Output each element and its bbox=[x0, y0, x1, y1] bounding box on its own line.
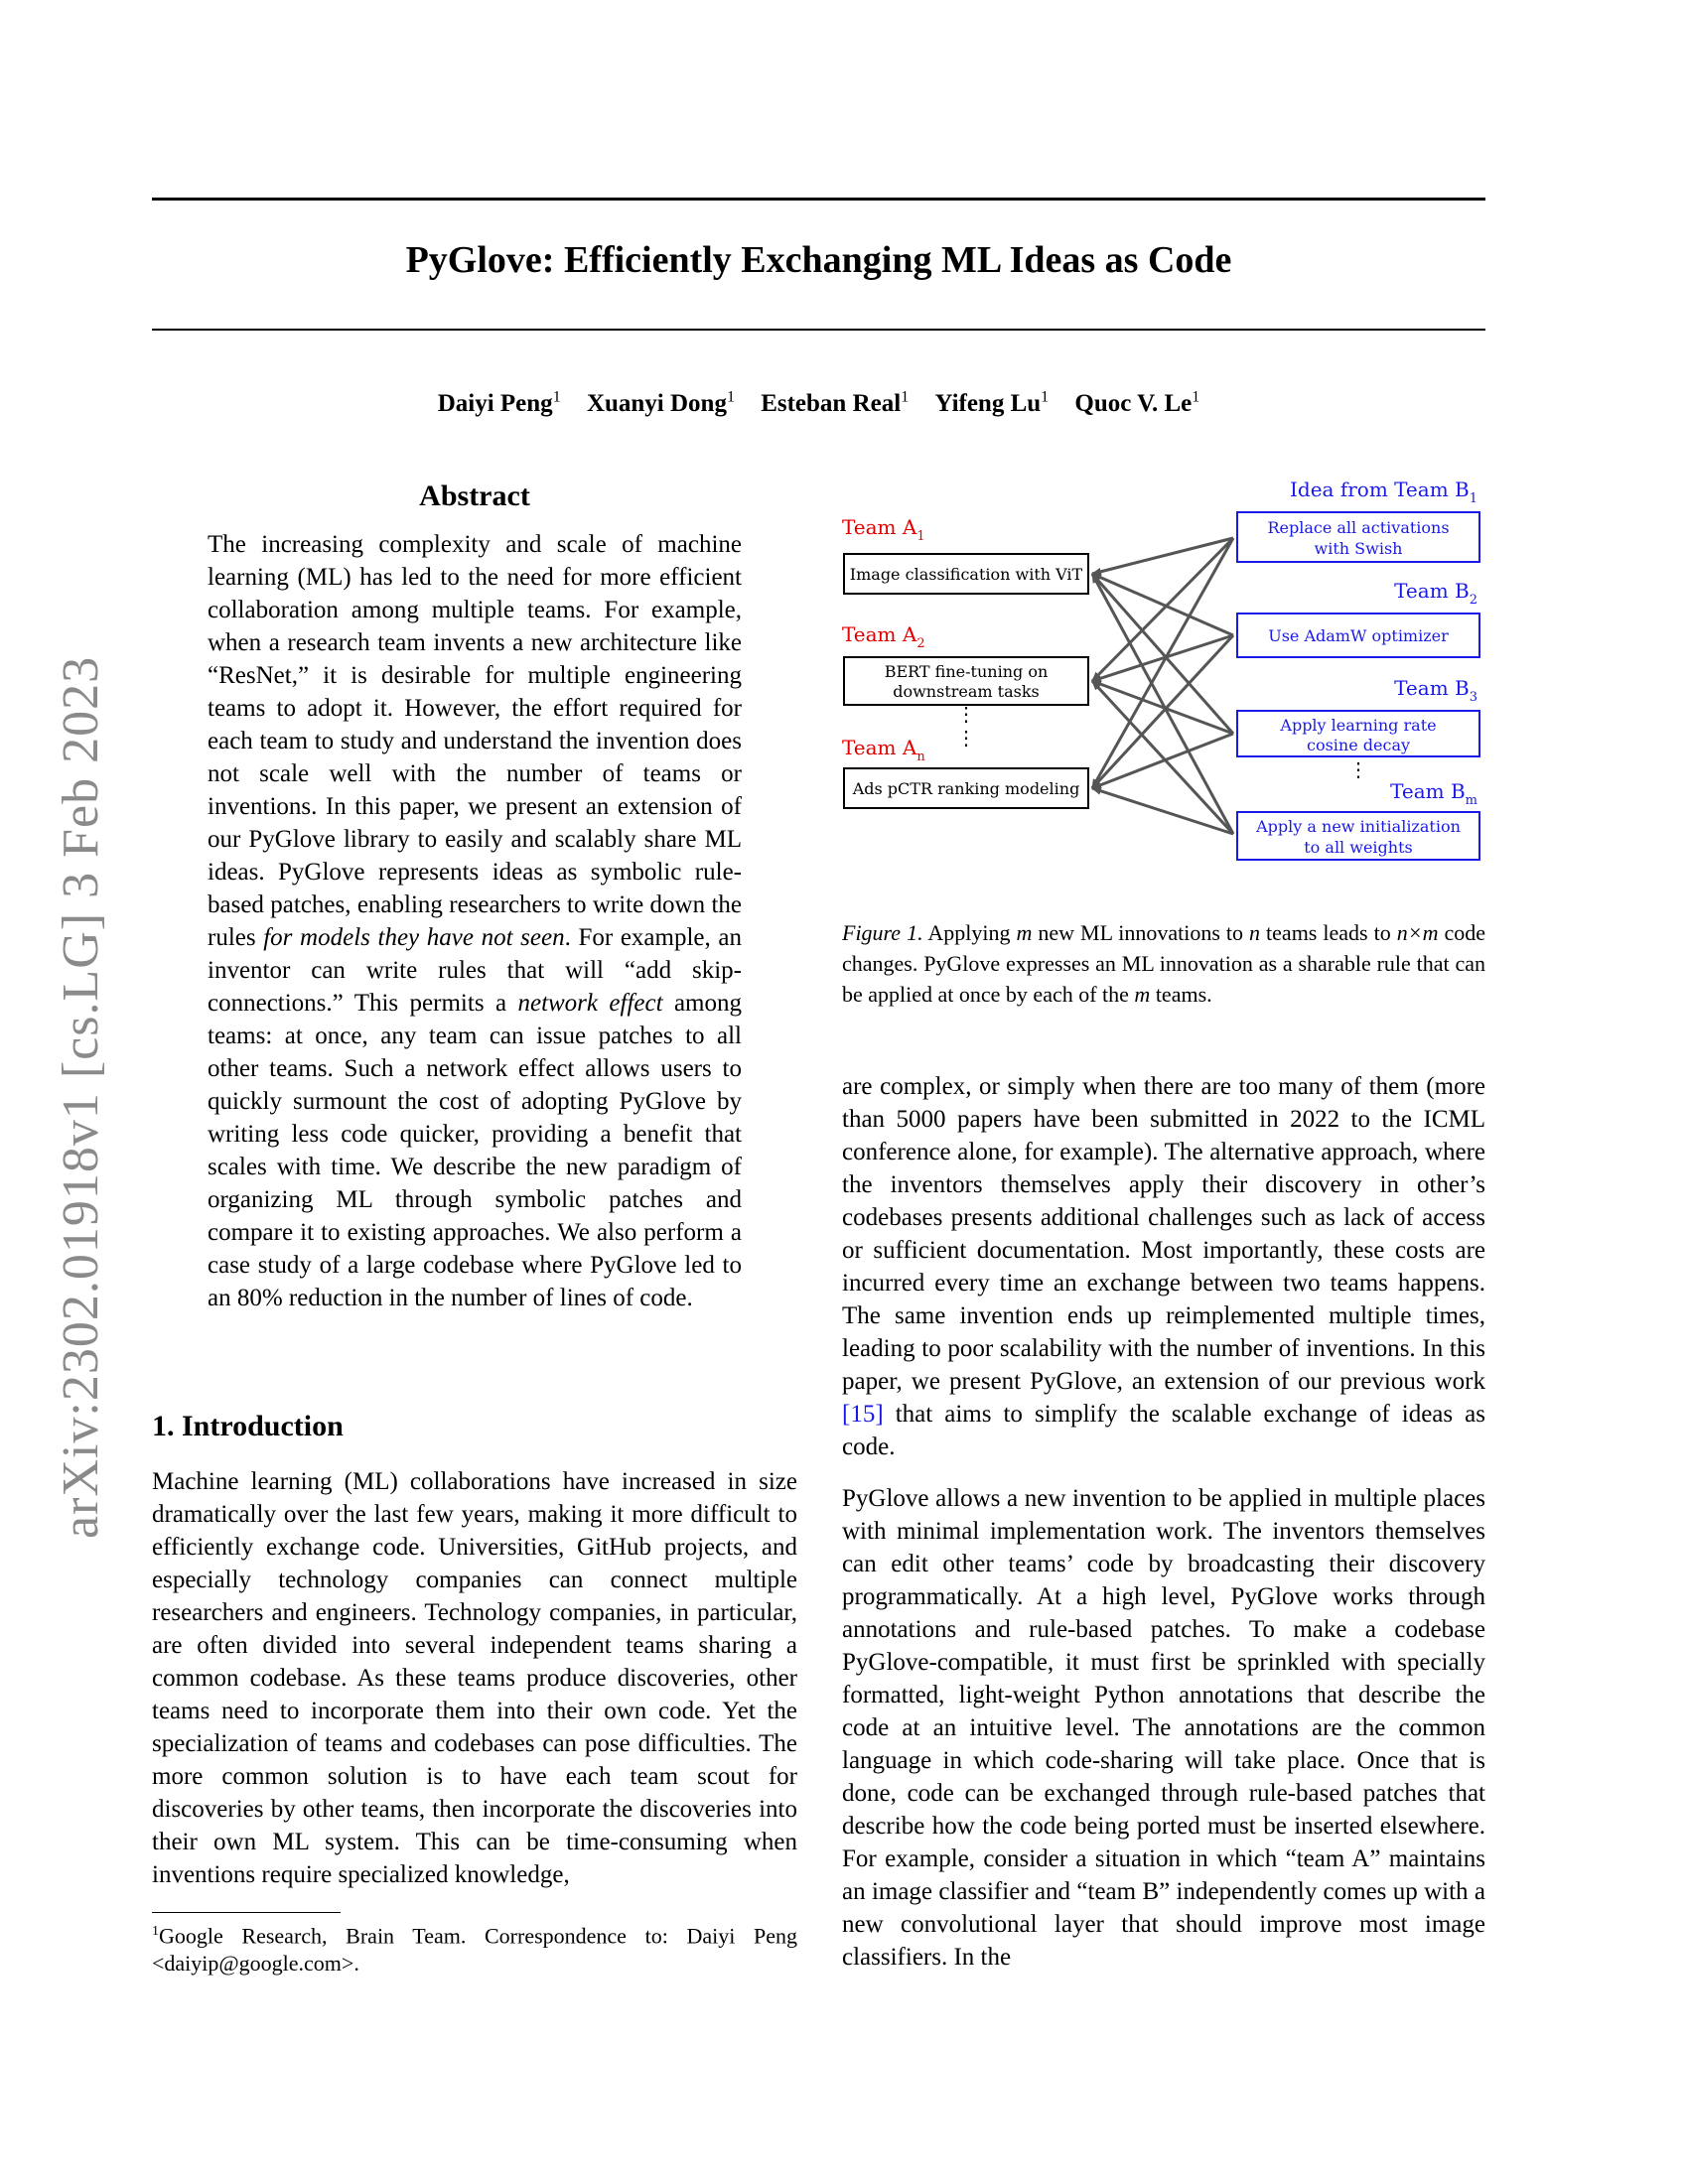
team-b3-box-line1: Apply learning rate bbox=[1280, 716, 1437, 735]
abstract-body: The increasing complexity and scale of machine learning (ML) has led to the need for more efficient collaboration among multiple teams. For example, when a research team invents a new architecture like “ResNet,” it is desirable for multiple engineering teams to adopt it. However, the effort required for each team to study and understand the invention does not scale well with the number of teams or inventions. In this paper, we present an extension of our PyGlove library to easily and scalably share ML ideas. PyGlove represents ideas as symbolic rule-based patches, enabling researchers to write down the rules for models they have not seen. For example, an inventor can write rules that will “add skip-connections.” This permits a network effect among teams: at once, any team can issue patches to all other teams. Such a network effect allows users to quickly surmount the cost of adopting PyGlove by writing less code quicker, providing a benefit that scales with time. We describe the new paradigm of organizing ML through symbolic patches and compare it to existing approaches. We also perform a case study of a large codebase where PyGlove led to an 80% reduction in the number of lines of code. bbox=[208, 531, 742, 1311]
arrow-b1-an bbox=[1092, 538, 1233, 788]
arrow-b3-an bbox=[1092, 734, 1233, 788]
arrow-b3-a2 bbox=[1092, 681, 1233, 734]
team-bm-box-line1: Apply a new initialization bbox=[1256, 817, 1461, 836]
author: Quoc V. Le$^1$ bbox=[1074, 389, 1200, 418]
team-a2-box-line2: downstream tasks bbox=[893, 682, 1040, 701]
team-bm-label: Team $B_m$ bbox=[1390, 779, 1477, 808]
team-a2-box-line1: BERT fine-tuning on bbox=[884, 662, 1049, 681]
right-column-paragraph-2: PyGlove allows a new invention to be applied in multiple places with minimal implementation work. The inventors themselves can edit other teams’ code by broadcasting their discovery programmatically. At a high level, PyGlove works through annotations and rule-based patches. To make a codebase PyGlove-compatible, it must first be sprinkled with specially formatted, light-weight Python annotations that describe the code at an intuitive level. The annotations are the common language in which code-sharing will take place. Once that is done, code can be exchanged through rule-based patches that describe how the code being ported must be inserted elsewhere. For example, consider a situation in which “team A” maintains an image classifier and “team B” independently comes up with a new convolutional layer that should improve most image classifiers. In the bbox=[842, 1485, 1485, 1971]
team-b1-box-line2: with Swish bbox=[1314, 539, 1403, 558]
figure-1-caption: Figure 1. Applying m new ML innovations to n teams leads to n×m code changes. PyGlove expresses an ML innovation as a sharable rule that can be applied at once by each of the m teams. bbox=[842, 920, 1485, 1007]
introduction-paragraph: Machine learning (ML) collaborations have increased in size dramatically over the last few years, making it more difficult to efficiently exchange code. Universities, GitHub projects, and especially technology companies can connect multiple researchers and engineers. Technology companies, in particular, are often divided into several independent teams sharing a common codebase. As these teams produce discoveries, other teams need to incorporate them into their own code. Yet the specialization of teams and codebases can pose difficulties. The more common solution is to have each team scout for discoveries by other teams, then incorporate the discoveries into their own ML system. This can be time-consuming when inventions require specialized knowledge, bbox=[152, 1468, 797, 1888]
team-bm-box-line2: to all weights bbox=[1304, 838, 1413, 857]
arrow-b1-a1 bbox=[1092, 538, 1233, 574]
team-an-label: Team $A_n$ bbox=[842, 736, 925, 764]
team-b2-box-text: Use AdamW optimizer bbox=[1268, 626, 1449, 645]
figure-1-diagram bbox=[842, 475, 1485, 882]
arrow-b2-a1 bbox=[1092, 574, 1233, 635]
vertical-ellipsis-a: ⋮ bbox=[956, 704, 976, 726]
team-a1-box-text: Image classification with ViT bbox=[849, 565, 1083, 584]
right-column-paragraph-1: are complex, or simply when there are too many of them (more than 5000 papers have been submitted in 2022 to the ICML conference alone, for example). The alternative approach, where the inventors themselves apply their discovery in other’s codebases presents additional challenges such as lack of access or sufficient documentation. Most importantly, these costs are incurred every time an exchange between two teams happens. The same invention ends up reimplemented multiple times, leading to poor scalability with the number of inventions. In this paper, we present PyGlove, an extension of our previous work [15] that aims to simplify the scalable exchange of ideas as code. bbox=[842, 1073, 1485, 1460]
abstract-heading: Abstract bbox=[419, 479, 530, 512]
team-exchange-diagram bbox=[842, 475, 1485, 882]
team-b3-box-line2: cosine decay bbox=[1306, 736, 1411, 754]
arrow-group bbox=[1092, 538, 1233, 834]
introduction-heading: 1. Introduction bbox=[152, 1410, 344, 1442]
team-a1-label: Team $A_1$ bbox=[842, 515, 925, 544]
vertical-ellipsis-a-2: ⋮ bbox=[956, 728, 976, 750]
title-rule-bottom bbox=[152, 329, 1485, 331]
author: Yifeng Lu$^1$ bbox=[934, 389, 1050, 418]
team-b3-label: Team $B_3$ bbox=[1394, 676, 1477, 705]
team-b1-box-line1: Replace all activations bbox=[1267, 518, 1450, 537]
vertical-ellipsis-b: ⋮ bbox=[1348, 759, 1368, 781]
team-an-box-text: Ads pCTR ranking modeling bbox=[852, 779, 1080, 798]
author: Xuanyi Dong$^1$ bbox=[586, 389, 735, 418]
author-list bbox=[152, 389, 1485, 418]
team-b1-label: Idea from Team $B_1$ bbox=[1290, 478, 1477, 506]
author: Esteban Real$^1$ bbox=[761, 389, 910, 418]
citation-link-15[interactable]: [15] bbox=[842, 1401, 884, 1428]
footnote: $^1$Google Research, Brain Team. Correspondence to: Daiyi Peng <daiyip@google.com>. bbox=[152, 1923, 797, 1977]
footnote-divider bbox=[152, 1912, 341, 1913]
arxiv-identifier-stamp: arXiv:2302.01918v1 [cs.LG] 3 Feb 2023 bbox=[53, 655, 109, 1539]
author: Daiyi Peng$^1$ bbox=[437, 389, 561, 418]
team-a2-label: Team $A_2$ bbox=[842, 622, 925, 651]
team-b2-label: Team $B_2$ bbox=[1394, 579, 1477, 608]
title-rule-top bbox=[152, 198, 1485, 201]
paper-title: PyGlove: Efficiently Exchanging ML Ideas as Code bbox=[405, 239, 1232, 281]
